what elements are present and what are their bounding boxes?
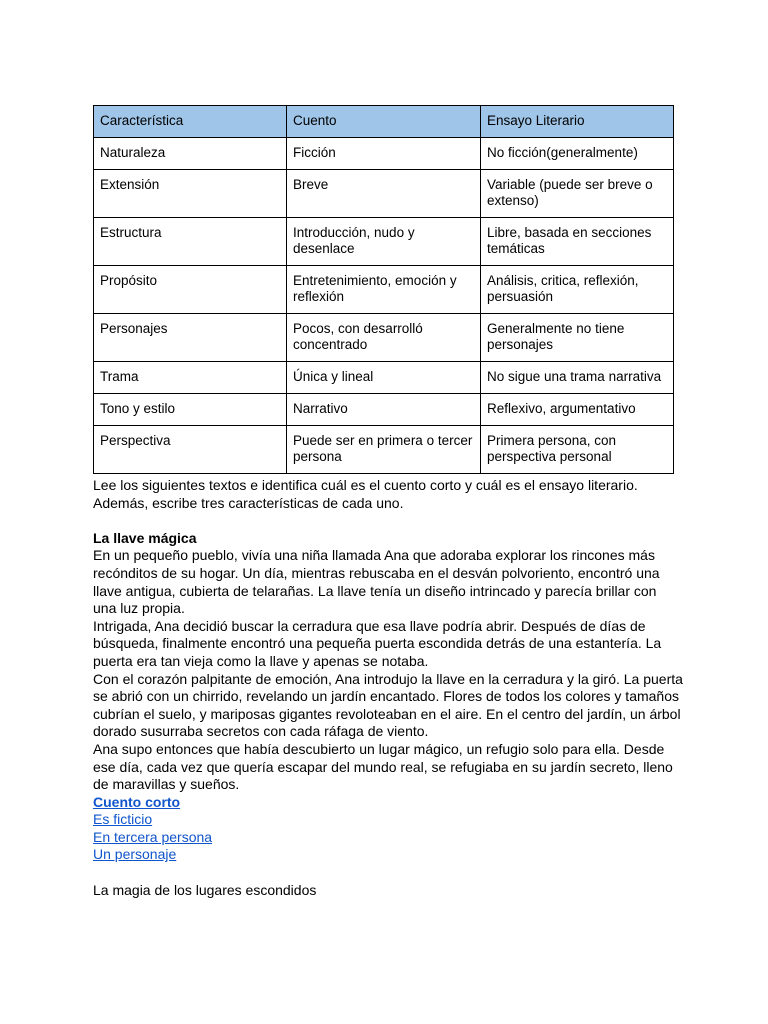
feature-link[interactable]: En tercera persona [93, 828, 213, 845]
table-row [94, 314, 674, 362]
header-caracteristica: Característica [94, 106, 287, 138]
table-row [94, 266, 674, 314]
table-cell: Pocos, con desarrolló concentrado [287, 314, 481, 362]
story-paragraph: Con el corazón palpitante de emoción, Ana introdujo la llave en la cerradura y la giró. La puerta se abrió con un chirrido, revelando un jardín encantado. Flores de todos los colores y tamaños cubrían el suelo, y mariposas gigantes revoloteaban en el aire. En el centro del jardín, un árbol dorado susurraba secretos con cada ráfaga de viento. [93, 670, 683, 740]
table-row [94, 394, 674, 426]
feature-link[interactable]: Un personaje [93, 846, 177, 863]
comparison-table [93, 105, 674, 474]
paragraph-spacer [93, 864, 683, 882]
header-ensayo: Ensayo Literario [481, 106, 674, 138]
answer-label-link[interactable]: Cuento corto [93, 793, 181, 810]
table-row [94, 170, 674, 218]
header-cuento: Cuento [287, 106, 481, 138]
story-paragraph: Intrigada, Ana decidió buscar la cerradura que esa llave podría abrir. Después de días de búsqueda, finalmente encontró una pequeña puerta escondida detrás de una estantería. La puerta era tan vieja como la llave y apenas se notaba. [93, 617, 662, 669]
table-cell: Tono y estilo [94, 394, 287, 426]
body-text [93, 477, 683, 899]
table-cell: Única y lineal [287, 362, 481, 394]
table-cell: Generalmente no tiene personajes [481, 314, 674, 362]
story-title: La llave mágica [93, 529, 197, 546]
feature-link[interactable]: Es ficticio [93, 811, 153, 828]
story-paragraph: Ana supo entonces que había descubierto un lugar mágico, un refugio solo para ella. Desde ese día, cada vez que quería escapar del mundo real, se refugiaba en su jardín secreto, lleno de maravillas y sueños. [93, 740, 673, 793]
table-cell: Reflexivo, argumentativo [481, 394, 674, 426]
table-row [94, 218, 674, 266]
table-cell: Naturaleza [94, 138, 287, 170]
table-cell: Personajes [94, 314, 287, 362]
table-cell: Introducción, nudo y desenlace [287, 218, 481, 266]
table-cell: No sigue una trama narrativa [481, 362, 674, 394]
table-cell: Variable (puede ser breve o extenso) [481, 170, 674, 218]
table-cell: Perspectiva [94, 426, 287, 474]
story-paragraph: En un pequeño pueblo, vivía una niña llamada Ana que adoraba explorar los rincones más recónditos de su hogar. Un día, mientras rebuscaba en el desván polvoriento, encontró una llave antigua, cubierta de telarañas. La llave tenía un diseño intrincado y parecía brillar con una luz propia. [93, 547, 660, 617]
instructions-paragraph: Lee los siguientes textos e identifica cuál es el cuento corto y cuál es el ensayo literario. Además, escribe tres características de cada uno. [93, 477, 638, 511]
table-cell: Entretenimiento, emoción y reflexión [287, 266, 481, 314]
table-row [94, 362, 674, 394]
table-cell: No ficción(generalmente) [481, 138, 674, 170]
table-cell: Puede ser en primera o tercer persona [287, 426, 481, 474]
paragraph-spacer [93, 512, 683, 530]
table-cell: Extensión [94, 170, 287, 218]
table-cell: Breve [287, 170, 481, 218]
table-cell: Libre, basada en secciones temáticas [481, 218, 674, 266]
next-text-title: La magia de los lugares escondidos [93, 881, 317, 898]
table-cell: Primera persona, con perspectiva personal [481, 426, 674, 474]
table-row [94, 426, 674, 474]
table-cell: Análisis, critica, reflexión, persuasión [481, 266, 674, 314]
table-cell: Estructura [94, 218, 287, 266]
table-cell: Propósito [94, 266, 287, 314]
table-cell: Narrativo [287, 394, 481, 426]
table-header-row [94, 106, 674, 138]
table-cell: Ficción [287, 138, 481, 170]
table-row [94, 138, 674, 170]
table-cell: Trama [94, 362, 287, 394]
